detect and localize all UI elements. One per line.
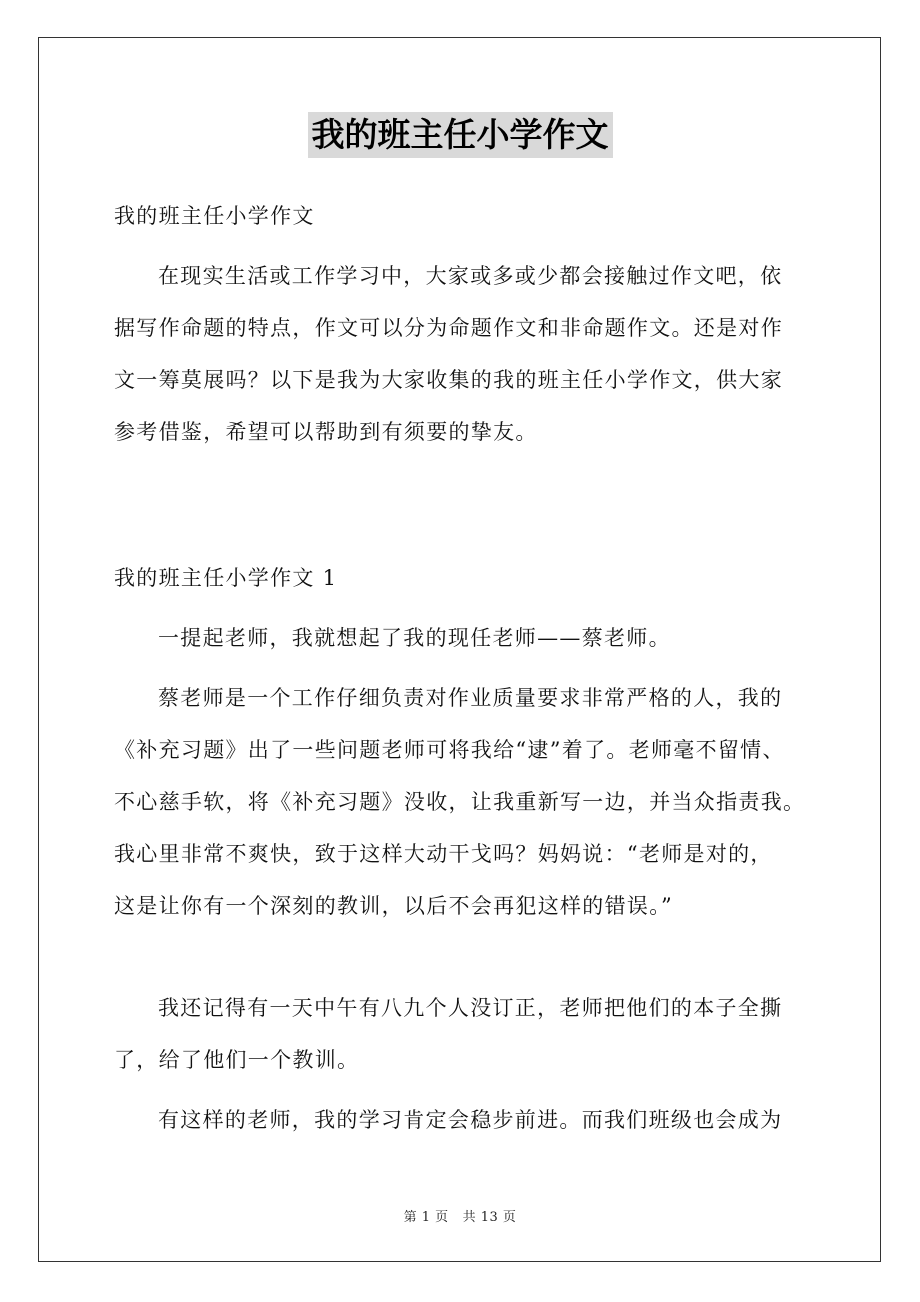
paragraph-line: 不心慈手软，将《补充习题》没收，让我重新写一边，并当众指责我。 <box>114 790 806 814</box>
paragraph-4 <box>114 1094 814 1146</box>
page-footer <box>0 1206 920 1225</box>
paragraph-line: 一提起老师，我就想起了我的现任老师——蔡老师。 <box>158 626 671 650</box>
paragraph-line: 我心里非常不爽快，致于这样大动干戈吗？妈妈说：“老师是对的， <box>114 842 773 866</box>
section-heading <box>114 552 814 604</box>
document-title: 我的班主任小学作文 <box>308 112 613 158</box>
page-total: 共 13 页 <box>462 1210 517 1225</box>
paragraph-line: 参考借鉴，希望可以帮助到有须要的挚友。 <box>114 420 538 444</box>
paragraph-line: 了，给了他们一个教训。 <box>114 1048 360 1072</box>
page-number: 第 1 页 <box>403 1210 449 1225</box>
subheading-text: 我的班主任小学作文 <box>114 204 315 228</box>
paragraph-1 <box>114 612 814 664</box>
intro-paragraph <box>114 250 814 458</box>
paragraph-line: 文一筹莫展吗？以下是我为大家收集的我的班主任小学作文，供大家 <box>114 368 783 392</box>
subheading <box>114 190 814 242</box>
paragraph-2 <box>114 672 814 932</box>
paragraph-line: 在现实生活或工作学习中，大家或多或少都会接触过作文吧，依 <box>158 264 783 288</box>
paragraph-line: 蔡老师是一个工作仔细负责对作业质量要求非常严格的人，我的 <box>158 686 783 710</box>
section-heading-text: 我的班主任小学作文 1 <box>114 566 338 590</box>
paragraph-line: 这是让你有一个深刻的教训，以后不会再犯这样的错误。” <box>114 894 674 918</box>
title-container <box>0 112 920 158</box>
paragraph-line: 据写作命题的特点，作文可以分为命题作文和非命题作文。还是对作 <box>114 316 783 340</box>
paragraph-line: 我还记得有一天中午有八九个人没订正，老师把他们的本子全撕 <box>158 996 783 1020</box>
paragraph-line: 《补充习题》出了一些问题老师可将我给“逮”着了。老师毫不留情、 <box>114 738 785 762</box>
paragraph-line: 有这样的老师，我的学习肯定会稳步前进。而我们班级也会成为 <box>158 1108 783 1132</box>
paragraph-3 <box>114 982 814 1086</box>
